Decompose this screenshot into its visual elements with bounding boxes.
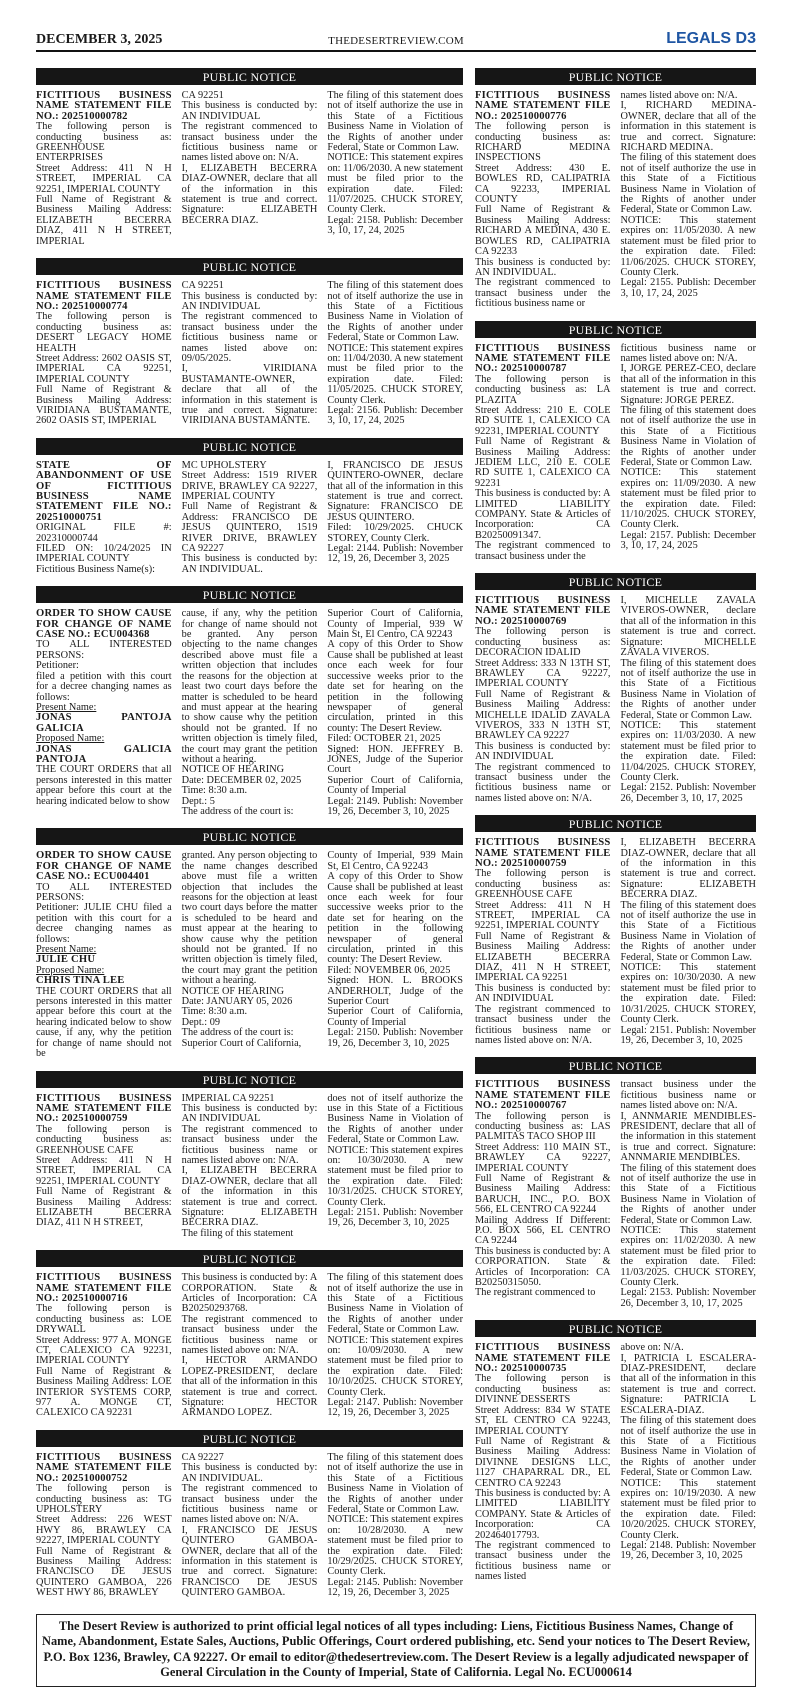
notice-title: FICTITIOUS BUSINESS NAME STATEMENT FILE NO.: 202510000759 [36,1092,172,1125]
notice-paragraph: NOTICE OF HEARING [181,764,285,776]
notice-paragraph: Dept.: 5 [181,795,215,807]
notice-text-column [36,1453,172,1599]
notice-paragraph: Street Address: 977 A. MONGE CT, CALEXICO CA 92231, IMPERIAL COUNTY [36,1334,172,1367]
notice-header: PUBLIC NOTICE [36,68,463,85]
notice-paragraph: Legal: 2145. Publish: November 12, 19, 26, December 3, 2025 [327,1576,464,1599]
notice-text-column [182,281,318,427]
notice-paragraph: Petitioner: JULIE CHU filed a petition with this court for a decree changing names as follows: [36,902,172,945]
notice-paragraph: TO ALL INTERESTED PERSONS: [36,881,172,903]
notice-title: FICTITIOUS BUSINESS NAME STATEMENT FILE NO.: 202510000782 [36,90,172,122]
notice-paragraph: The filing of this statement does not of itself authorize the use in this State of a Fictitious Business Name in Violation of the Rights of another under Federal, State or Common Law. [620,899,756,963]
notice-paragraph: I, JORGE PEREZ-CEO, declare that all of the information in this statement is true and correct. Signature: JORGE PEREZ. [620,363,756,406]
notice-paragraph: TO ALL INTERESTED PERSONS: [36,639,172,661]
notice-paragraph: This business is conducted by: AN INDIVIDUAL [475,740,611,763]
legal-notice-info-text: The Desert Review is authorized to print official legal notices of all types including: Liens, Fictitious Business Names, Change of Name, Abandonment, Estate Sales, Auctions, Public Offerings, Court ordered publishing, etc. Send your notices to The Desert Review, P.O. Box 1236, Brawley, CA 92227. Or email to editor@thedesertreview.com. The Desert Review is a legally adjudicated newspaper of General Circulation in the County of Imperial, State of California. Legal No. ECU000614 [42,1618,750,1680]
notice-title: FICTITIOUS BUSINESS NAME STATEMENT FILE NO.: 202510000767 [475,1079,611,1112]
notice-body [475,1080,756,1309]
notice-paragraph: The following person is conducting business as: GREENHOUSE CAFE [475,868,611,901]
notice-title: FICTITIOUS BUSINESS NAME STATEMENT FILE NO.: 202510000716 [36,1272,172,1304]
notice-paragraph: The registrant commenced to transact business under the fictitious business name or names listed above on: N/A. [181,1313,318,1357]
notice-title: JONAS GALICIA PANTOJA [36,743,172,765]
notice-header: PUBLIC NOTICE [36,1430,463,1447]
public-notice [36,438,463,575]
notice-paragraph: The filing of this statement does not of itself authorize the use in this State of a Fictitious Business Name in Violation of the Rights of another under Federal, State or Common Law. [327,1451,464,1515]
notice-paragraph: THE COURT ORDERS that all persons interested in this matter appear before this court at the hearing indicated below to show [36,764,172,807]
public-notice [36,258,463,427]
notice-title: FICTITIOUS BUSINESS NAME STATEMENT FILE NO.: 202510000752 [36,1451,172,1484]
notice-paragraph: CA 92251 [181,90,224,101]
notice-title: FICTITIOUS BUSINESS NAME STATEMENT FILE NO.: 202510000769 [475,595,611,627]
notice-paragraph: NOTICE: This statement expires on: 10/30/2030. A new statement must be filed prior to the expiration date. Filed: 10/31/2025. CHUCK STOREY, County Clerk. [620,962,756,1026]
notice-text-column [36,91,172,247]
notice-paragraph: Mailing Address If Different: P.O. BOX 566, EL CENTRO CA 92244 [475,1214,611,1247]
notice-paragraph: This business is conducted by: AN INDIVIDUAL [181,100,318,122]
notice-paragraph: Full Name of Registrant & Business Mailing Address: LOE INTERIOR SYSTEMS CORP, 977 A. MONGE CT, CALEXICO CA 92231 [36,1365,172,1419]
public-notice [475,1057,756,1309]
notice-text-column [327,609,463,817]
notice-paragraph: Street Address: 1519 RIVER DRIVE, BRAWLEY CA 92227, IMPERIAL COUNTY [181,470,318,502]
notice-paragraph: Signed: HON. L. BROOKS ANDERHOLT, Judge of the Superior Court [327,975,464,1008]
notice-paragraph: Full Name of Registrant & Business Mailing Address: JEDIEM LLC, 210 E. COLE RD SUITE 1, CALEXICO CA 92231 [475,436,611,489]
notice-text-column [36,609,172,817]
notice-text-column [36,1094,172,1240]
public-notice [36,586,463,817]
notice-header: PUBLIC NOTICE [36,1250,463,1267]
notice-paragraph: ORIGINAL FILE #: 202310000744 [36,522,172,544]
notice-title: JULIE CHU [36,954,96,966]
notice-paragraph: The filing of this statement does not of itself authorize the use in this State of a Fictitious Business Name in Violation of the Rights of another under Federal, State or Common Law. [620,1415,756,1479]
public-notice [36,68,463,247]
notice-paragraph: Street Address: 411 N H STREET, IMPERIAL CA 92251, IMPERIAL COUNTY [36,162,172,195]
notice-text-column [36,1273,172,1419]
notice-body [475,1343,756,1582]
notice-title: ORDER TO SHOW CAUSE FOR CHANGE OF NAME CASE NO.: ECU004401 [36,850,172,883]
notice-paragraph: Street Address: 834 W STATE ST, EL CENTRO CA 92243, IMPERIAL COUNTY [475,1404,611,1437]
notice-paragraph: This business is conducted by: A CORPORATION. State & Articles of Incorporation: CA B20250315050. [475,1245,611,1289]
notice-paragraph: I, PATRICIA L ESCALERA-DIAZ-PRESIDENT, declare that all of the information in this statement is true and correct. Signature: PATRICIA L ESCALERA-DIAZ. [620,1352,756,1416]
notice-body [36,281,463,427]
left-notice-column [36,68,463,1610]
notice-paragraph: Filed: NOVEMBER 06, 2025 [327,964,451,976]
notice-paragraph: This business is conducted by: A LIMITED LIABILITY COMPANY. State & Articles of Incorporation: CA 202464017793. [475,1487,611,1541]
notice-paragraph: Legal: 2147. Publish: November 12, 19, 26, December 3, 2025 [327,1397,464,1419]
notice-paragraph: Street Address: 411 N H STREET, IMPERIAL CA 92251, IMPERIAL COUNTY [36,1154,172,1187]
notice-text-column [327,1273,463,1419]
issue-date: DECEMBER 3, 2025 [36,32,163,47]
site-url[interactable]: THEDESERTREVIEW.COM [328,35,464,47]
notice-text-column [36,851,172,1059]
notice-body [475,838,756,1046]
notice-body [36,1273,463,1419]
notice-body [36,609,463,817]
notice-text-column [621,344,757,563]
notice-text-column [475,596,611,804]
notice-paragraph: Time: 8:30 a.m. [181,785,248,797]
notice-paragraph: granted. Any person objecting to the name changes described above must file a written objection that includes the reasons for the objection at least two court days before the matter is scheduled to be heard and must appear at the hearing to show cause why the petition should not be granted. If no written objection is timely filed, the court may grant the petition without a hearing. [181,850,318,987]
notice-body [36,461,463,575]
notice-text-column [327,1453,463,1599]
right-notice-column [475,68,756,1594]
notice-paragraph: The registrant commenced to transact business under the fictitious business name or names listed above on: 09/05/2025. [181,311,318,364]
notice-paragraph: NOTICE: This statement expires on: 11/06/2030. A new statement must be filed prior to the expiration date. Filed: 11/07/2025. CHUCK STOREY, County Clerk. [327,152,464,216]
notice-paragraph: CA 92251 [181,280,224,292]
notice-paragraph: Time: 8:30 a.m. [181,1006,248,1018]
notice-paragraph: The registrant commenced to [475,1287,596,1299]
notice-paragraph: Filed: OCTOBER 21, 2025 [327,733,441,745]
notice-text-column [475,1343,611,1582]
public-notice [36,828,463,1059]
notice-paragraph: NOTICE: This statement expires on: 11/03/2030. A new statement must be filed prior to the expiration date. Filed: 11/04/2025. CHUCK STOREY, County Clerk. [620,719,756,783]
notice-header: PUBLIC NOTICE [36,828,463,845]
notice-body [36,1094,463,1240]
notice-paragraph: This business is conducted by: A LIMITED LIABILITY COMPANY. State & Articles of Incorporation: CA B20250091347. [475,488,611,541]
public-notice [475,573,756,804]
notice-text-column [327,851,463,1059]
notice-paragraph: Legal: 2153. Publish: November 26, December 3, 10, 17, 2025 [620,1287,756,1309]
notice-title: CHRIS TINA LEE [36,975,125,987]
notice-paragraph: Legal: 2144. Publish: November 12, 19, 26, December 3, 2025 [327,543,464,565]
notice-paragraph: The following person is conducting business as: LA PLAZITA [475,373,611,406]
notice-paragraph: This business is conducted by: AN INDIVIDUAL. [475,256,611,278]
notice-paragraph: Full Name of Registrant & Business Mailing Address: DIVINNE DESIGNS LLC, 1127 CHAPARRAL DR., EL CENTRO CA 92243 [475,1435,611,1489]
notice-paragraph: The following person is conducting business as: GREENHOUSE ENTERPRISES [36,121,172,164]
notice-paragraph: Superior Court of California, [181,1037,302,1049]
notice-title: ORDER TO SHOW CAUSE FOR CHANGE OF NAME CASE NO.: ECU004368 [36,608,172,641]
notice-paragraph: Legal: 2151. Publish: November 19, 26, December 3, 10, 2025 [327,1206,464,1229]
notice-paragraph: Full Name of Registrant & Business Mailing Address: ELIZABETH BECERRA DIAZ, 411 N H STREET, IMPERIAL CA 92251 [475,930,611,984]
notice-text-column [327,281,463,427]
notice-paragraph: The filing of this statement does not of itself authorize the use in this State of a Fictitious Business Name in Violation of the Rights of another under Federal, State or Common Law. [620,657,756,721]
notice-body [36,91,463,247]
notice-header: PUBLIC NOTICE [475,1320,756,1337]
notice-paragraph: Full Name of Registrant & Business Mailing Address: ELIZABETH BECERRA DIAZ, 411 N H STREET, IMPERIAL [36,194,172,247]
notice-paragraph: NOTICE: This statement expires on: 10/09/2030. A new statement must be filed prior to the expiration date. Filed: 10/10/2025. CHUCK STOREY, County Clerk. [327,1334,464,1398]
notice-paragraph: I, ELIZABETH BECERRA DIAZ-OWNER, declare that all of the information in this statement is true and correct. Signature: ELIZABETH BECERRA DIAZ. [181,162,318,226]
notice-paragraph: The following person is conducting business as: TG UPHOLSTERY [36,1483,172,1515]
notice-paragraph: Street Address: 2602 OASIS ST, IMPERIAL CA 92251, IMPERIAL COUNTY [36,352,172,385]
notice-paragraph: I, RICHARD MEDINA-OWNER, declare that all of the information in this statement is true and correct. Signature: RICHARD MEDINA. [620,100,756,154]
notice-paragraph: Street Address: 333 N 13TH ST, BRAWLEY CA 92227, IMPERIAL COUNTY [475,657,611,690]
notice-header: PUBLIC NOTICE [475,815,756,832]
notice-title: FICTITIOUS BUSINESS NAME STATEMENT FILE NO.: 202510000787 [475,342,611,375]
notice-paragraph: I, MICHELLE ZAVALA VIVEROS-OWNER, declare that all of the information in this statement is true and correct. Signature: MICHELLE ZAVALA VIVEROS. [620,595,756,659]
notice-paragraph: cause, if any, why the petition for change of name should not be granted. Any person objecting to the name changes described above must file a written objection that includes the reasons for the objection at least two court days before the matter is scheduled to be heard and must appear at the hearing to show cause why the petition should not be granted. If no written objection is timely filed, the court may grant the petition without a hearing. [181,608,318,765]
notice-body [475,91,756,310]
public-notice [36,1071,463,1240]
notice-paragraph: The following person is conducting business as: RICHARD MEDINA INSPECTIONS [475,121,611,164]
notice-text-column [36,281,172,427]
notice-paragraph: does not of itself authorize the use in this State of a Fictitious Business Name in Violation of the Rights of another under Federal, State or Common Law. [327,1092,464,1146]
legal-notice-info-box [36,1614,756,1687]
notice-paragraph: Superior Court of California, County of Imperial [327,1006,464,1028]
notice-paragraph: Superior Court of California, County of Imperial, 939 W Main St, El Centro, CA 92243 [327,608,464,641]
notice-paragraph: NOTICE: This statement expires on: 10/28/2030. A new statement must be filed prior to the expiration date. Filed: 10/29/2025. CHUCK STOREY, County Clerk. [327,1514,464,1578]
notice-paragraph: The address of the court is: [181,805,294,817]
notice-header: PUBLIC NOTICE [36,258,463,275]
notice-paragraph: The registrant commenced to transact business under the fictitious business name or names listed above on: N/A. [181,1483,318,1526]
notice-text-column [621,596,757,804]
notice-text-column [182,1453,318,1599]
notice-paragraph: Legal: 2152. Publish: November 26, December 3, 10, 17, 2025 [620,782,756,804]
notice-text-column [36,461,172,575]
notice-paragraph: Street Address: 110 MAIN ST., BRAWLEY CA 92227, IMPERIAL COUNTY [475,1141,611,1174]
notice-header: PUBLIC NOTICE [475,321,756,338]
notice-paragraph: Date: JANUARY 05, 2026 [181,996,293,1008]
notice-text-column [475,1080,611,1309]
notice-paragraph: Full Name of Registrant & Business Mailing Address: MICHELLE IDALID ZAVALA VIVEROS, 333 N 13TH ST, BRAWLEY CA 92227 [475,688,611,742]
notice-paragraph: The following person is conducting business as: DECORACION IDALID [475,626,611,659]
notice-paragraph: Legal: 2149. Publish: November 19, 26, December 3, 10, 2025 [327,795,464,817]
notice-paragraph: Street Address: 411 N H STREET, IMPERIAL CA 92251, IMPERIAL COUNTY [475,899,611,932]
notice-text-column [621,838,757,1046]
notice-text-column [475,838,611,1046]
notice-header: PUBLIC NOTICE [36,438,463,455]
notice-paragraph: I, HECTOR ARMANDO LOPEZ-PRESIDENT, declare that all of the information in this statement is true and correct. Signature: HECTOR ARMANDO LOPEZ. [181,1355,318,1419]
notice-paragraph: A copy of this Order to Show Cause shall be published at least once each week for four successive weeks prior to the date set for hearing on the petition in the following newspaper of general circulation, printed in this county: The Desert Review. [327,639,464,734]
notice-paragraph: Legal: 2150. Publish: November 19, 26, December 3, 10, 2025 [327,1027,464,1049]
notice-text-column [182,1273,318,1419]
notice-paragraph: This business is conducted by: AN INDIVIDUAL. [181,1462,318,1484]
notice-paragraph: The filing of this statement does not of itself authorize the use in this State of a Fictitious Business Name in Violation of the Rights of another under Federal, State or Common Law. [327,280,464,344]
notice-header: PUBLIC NOTICE [475,573,756,590]
notice-paragraph: NOTICE: This statement expires on: 11/02/2030. A new statement must be filed prior to the expiration date. Filed: 11/03/2025. CHUCK STOREY, County Clerk. [620,1225,756,1289]
notice-paragraph: This business is conducted by: AN INDIVIDUAL. [181,553,318,575]
name-label: Present Name: [36,944,97,956]
notice-paragraph: Petitioner: [36,660,79,672]
public-notice [475,1320,756,1582]
notice-header: PUBLIC NOTICE [36,1071,463,1088]
notice-header: PUBLIC NOTICE [475,68,756,85]
notice-paragraph: I, FRANCISCO DE JESUS QUINTERO-OWNER, declare that all of the information in this statement is true and correct. Signature: FRANCISCO DE JESUS QUINTERO. [327,459,464,523]
notice-text-column [182,1094,318,1240]
notice-paragraph: I, VIRIDIANA BUSTAMANTE-OWNER, declare that all of the information in this statement is true and correct. Signature: VIRIDIANA BUSTAMANTE. [181,363,318,427]
notice-paragraph: The following person is conducting business as: LAS PALMITAS TACO SHOP III [475,1110,611,1143]
notice-paragraph: above on: N/A. [620,1342,684,1354]
notice-paragraph: Street Address: 226 WEST HWY 86, BRAWLEY CA 92227, IMPERIAL COUNTY [36,1514,172,1547]
notice-columns [36,68,756,1610]
notice-paragraph: NOTICE: This statement expires on: 11/05/2030. A new statement must be filed prior to the expiration date. Filed: 11/06/2025. CHUCK STOREY, County Clerk. [620,214,756,278]
notice-body [36,851,463,1059]
notice-paragraph: The following person is conducting business as: DESERT LEGACY HOME HEALTH [36,311,172,354]
notice-paragraph: CA 92227 [181,1451,224,1463]
notice-title: FICTITIOUS BUSINESS NAME STATEMENT FILE NO.: 202510000759 [475,837,611,869]
notice-text-column [182,851,318,1059]
notice-paragraph: Signed: HON. JEFFREY B. JONES, Judge of the Superior Court [327,743,464,776]
notice-paragraph: This business is conducted by: AN INDIVIDUAL [181,290,318,312]
notice-paragraph: Full Name of Registrant & Business Mailing Address: BARUCH, INC., P.O. BOX 566, EL CENTRO CA 92244 [475,1172,611,1216]
notice-text-column [327,91,463,247]
notice-paragraph: Filed: 10/29/2025. CHUCK STOREY, County Clerk. [327,522,464,544]
notice-paragraph: NOTICE: This statement expires on: 10/30/2030. A new statement must be filed prior to the expiration date. Filed: 10/31/2025. CHUCK STOREY, County Clerk. [327,1144,464,1208]
notice-paragraph: NOTICE OF HEARING [181,985,285,997]
notice-text-column [621,1343,757,1582]
notice-body [475,596,756,804]
notice-paragraph: A copy of this Order to Show Cause shall be published at least once each week for four successive weeks prior to the date set for hearing on the petition in the following newspaper of general circulation, printed in this county: The Desert Review. [327,871,464,966]
notice-paragraph: The registrant commenced to transact business under the fictitious business name or [475,277,611,310]
notice-paragraph: This business is conducted by: AN INDIVIDUAL [181,1102,318,1125]
notice-paragraph: Full Name of Registrant & Business Mailing Address: FRANCISCO DE JESUS QUINTERO GAMBOA, 226 WEST HWY 86, BRAWLEY [36,1545,172,1599]
notice-text-column [621,91,757,310]
notice-paragraph: The filing of this statement [181,1227,294,1239]
notice-paragraph: The following person is conducting business as: LOE DRYWALL [36,1303,172,1336]
notice-title: STATE OF ABANDONMENT OF USE OF FICTITIOUS BUSINESS NAME STATEMENT FILE NO.: 202510000751 [36,459,172,523]
notice-paragraph: Legal: 2157. Publish: December 3, 10, 17, 24, 2025 [620,529,756,552]
notice-paragraph: fictitious business name or names listed above on: N/A. [620,342,756,364]
notice-title: FICTITIOUS BUSINESS NAME STATEMENT FILE NO.: 202510000735 [475,1342,611,1375]
notice-paragraph: I, ELIZABETH BECERRA DIAZ-OWNER, declare that all of the information in this statement is true and correct. Signature: ELIZABETH BECERRA DIAZ. [620,837,756,901]
notice-paragraph: The following person is conducting business as: GREENHOUSE CAFE [36,1123,172,1156]
notice-paragraph: THE COURT ORDERS that all persons interested in this matter appear before this court at the hearing indicated below to show cause, if any, why the petition for change of name should not be [36,985,172,1060]
public-notice [475,321,756,563]
notice-paragraph: This business is conducted by: AN INDIVIDUAL [475,982,611,1005]
notice-paragraph: Legal: 2156. Publish: December 3, 10, 17, 24, 2025 [327,404,464,427]
notice-text-column [182,609,318,817]
section-label: LEGALS D3 [666,30,756,47]
notice-paragraph: The address of the court is: [181,1027,294,1039]
notice-paragraph: Street Address: 210 E. COLE RD SUITE 1, CALEXICO CA 92231, IMPERIAL COUNTY [475,404,611,437]
notice-paragraph: names listed above on: N/A. [620,90,738,101]
notice-header: PUBLIC NOTICE [475,1057,756,1074]
notice-paragraph: The filing of this statement does not of itself authorize the use in this State of a Fictitious Business Name in Violation of the Rights of another under Federal, State or Common Law. [620,152,756,216]
notice-text-column [182,91,318,247]
notice-paragraph: The registrant commenced to transact business under the [475,540,611,562]
notice-paragraph: Full Name of Registrant & Address: FRANCISCO DE JESUS QUINTERO, 1519 RIVER DRIVE, BRAWLEY CA 92227 [181,501,318,555]
notice-text-column [182,461,318,575]
notice-paragraph: Street Address: 430 E. BOWLES RD, CALIPATRIA CA 92233, IMPERIAL COUNTY [475,162,611,206]
notice-paragraph: Legal: 2151. Publish: November 19, 26, December 3, 10, 2025 [620,1024,756,1046]
notice-text-column [475,91,611,310]
notice-body [36,1453,463,1599]
notice-paragraph: This business is conducted by: A CORPORATION. State & Articles of Incorporation: CA B20250293768. [181,1272,318,1315]
notice-header: PUBLIC NOTICE [36,586,463,603]
public-notice [36,1250,463,1419]
notice-paragraph: The filing of this statement does not of itself authorize the use in this State of a Fictitious Business Name in Violation of the Rights of another under Federal, State or Common Law. [327,1272,464,1336]
notice-paragraph: I, FRANCISCO DE JESUS QUINTERO GAMBOA-OWNER, declare that all of the information in this statement is true and correct. Signature: FRANCISCO DE JESUS QUINTERO GAMBOA. [181,1524,318,1599]
notice-paragraph: Full Name of Registrant & Business Mailing Address: RICHARD A MEDINA, 430 E. BOWLES RD, CALIPATRIA CA 92233 [475,204,611,258]
notice-paragraph: Full Name of Registrant & Business Mailing Address: VIRIDIANA BUSTAMANTE, 2602 OASIS ST, IMPERIAL [36,384,172,427]
notice-paragraph: The registrant commenced to transact business under the fictitious business name or names listed above on: N/A. [181,121,318,164]
notice-paragraph: County of Imperial, 939 Main St, El Centro, CA 92243 [327,850,464,872]
notice-text-column [621,1080,757,1309]
notice-title: FICTITIOUS BUSINESS NAME STATEMENT FILE NO.: 202510000776 [475,90,611,122]
notice-paragraph: FILED ON: 10/24/2025 IN IMPERIAL COUNTY [36,543,172,565]
notice-paragraph: MC UPHOLSTERY [181,459,267,471]
notice-paragraph: NOTICE: This statement expires on: 10/19/2030. A new statement must be filed prior to the expiration date. Filed: 10/20/2025. CHUCK STOREY, County Clerk. [620,1477,756,1541]
notice-body [475,344,756,563]
notice-paragraph: The registrant commenced to transact business under the fictitious business name or names listed above on: N/A. [475,1003,611,1046]
notice-title: FICTITIOUS BUSINESS NAME STATEMENT FILE NO.: 202510000774 [36,280,172,312]
name-label: Proposed Name: [36,733,105,745]
notice-paragraph: The registrant commenced to transact business under the fictitious business name or names listed above on: N/A. [181,1123,318,1166]
notice-paragraph: I, ANNMARIE MENDIBLES-PRESIDENT, declare that all of the information in this statement is true and correct. Signature: ANNMARIE MENDIBLES. [620,1110,756,1164]
notice-paragraph: NOTICE: This statement expires on: 11/09/2030. A new statement must be filed prior to the expiration date. Filed: 11/10/2025. CHUCK STOREY, County Clerk. [620,467,756,531]
notice-paragraph: Legal: 2158. Publish: December 3, 10, 17, 24, 2025 [327,214,464,237]
name-label: Present Name: [36,701,97,713]
notice-paragraph: I, ELIZABETH BECERRA DIAZ-OWNER, declare that all of the information in this statement is true and correct. Signature: ELIZABETH BECERRA DIAZ. [181,1165,318,1229]
notice-paragraph: The registrant commenced to transact business under the fictitious business name or names listed above on: N/A. [475,761,611,804]
notice-paragraph: Date: DECEMBER 02, 2025 [181,774,302,786]
name-label: Proposed Name: [36,964,105,976]
notice-paragraph: The filing of this statement does not of itself authorize the use in this State of a Fictitious Business Name in Violation of the Rights of another under Federal, State or Common Law. [620,404,756,468]
notice-paragraph: Legal: 2155. Publish: December 3, 10, 17, 24, 2025 [620,277,756,299]
notice-paragraph: transact business under the fictitious business name or names listed above on: N/A. [620,1079,756,1112]
notice-paragraph: NOTICE: This statement expires on: 11/04/2030. A new statement must be filed prior to the expiration date. Filed: 11/05/2025. CHUCK STOREY, County Clerk. [327,342,464,406]
notice-title: JONAS PANTOJA GALICIA [36,712,172,734]
notice-paragraph: The following person is conducting business as: DIVINNE DESSERTS [475,1373,611,1406]
notice-text-column [475,344,611,563]
notice-text-column [327,1094,463,1240]
notice-paragraph: IMPERIAL CA 92251 [181,1092,275,1104]
notice-paragraph: The filing of this statement does not of itself authorize the use in this State of a Fictitious Business Name in Violation of the Rights of another under Federal, State or Common Law. [327,90,464,154]
public-notice [475,815,756,1046]
notice-paragraph: Superior Court of California, County of Imperial [327,774,464,797]
notice-paragraph: The registrant commenced to transact business under the fictitious business name or names listed [475,1539,611,1583]
notice-paragraph: Legal: 2148. Publish: November 19, 26, December 3, 10, 2025 [620,1539,756,1562]
public-notice [475,68,756,310]
notice-paragraph: filed a petition with this court for a decree changing names as follows: [36,670,172,703]
notice-paragraph: Full Name of Registrant & Business Mailing Address: ELIZABETH BECERRA DIAZ, 411 N H STREET, [36,1186,172,1229]
notice-paragraph: Fictitious Business Name(s): [36,563,155,575]
notice-paragraph: The filing of this statement does not of itself authorize the use in this State of a Fictitious Business Name in Violation of the Rights of another under Federal, State or Common Law. [620,1162,756,1226]
notice-text-column [327,461,463,575]
notice-paragraph: Dept.: 09 [181,1016,220,1028]
public-notice [36,1430,463,1599]
